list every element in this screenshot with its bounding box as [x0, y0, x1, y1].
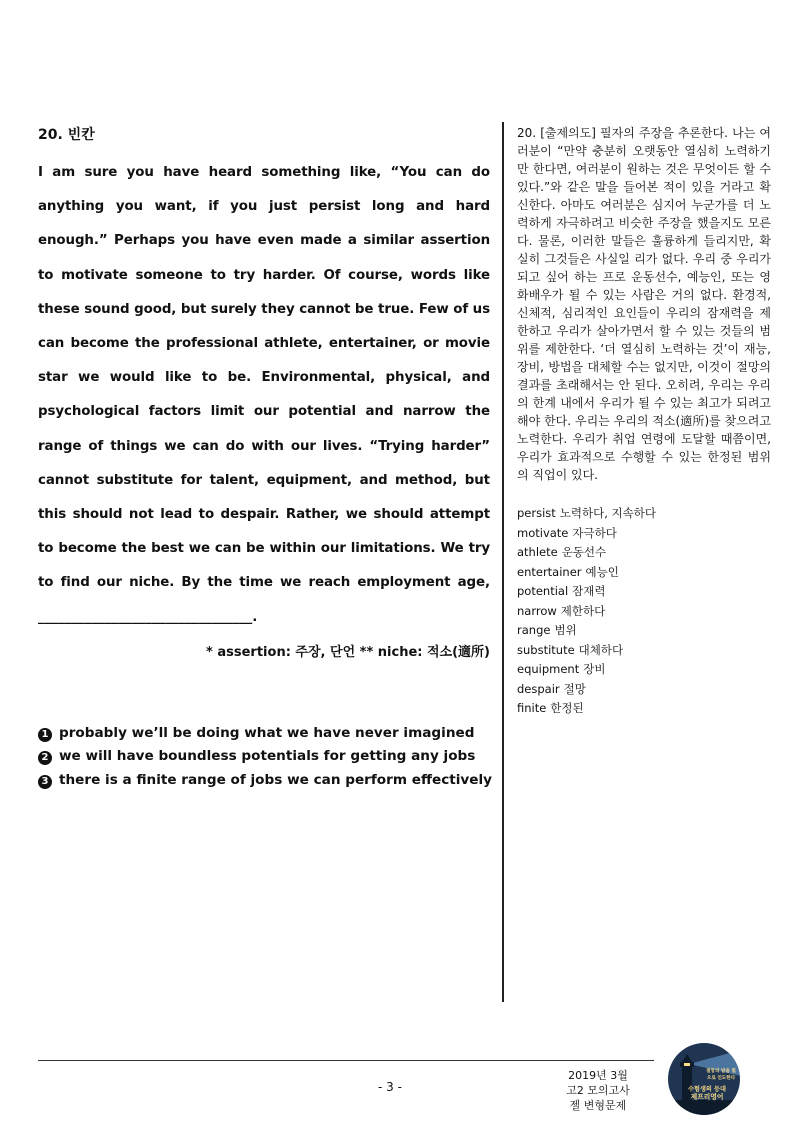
- vocab-item: [517, 582, 771, 602]
- vocab-ko: 노력하다, 지속하다: [559, 506, 656, 520]
- vocab-ko: 대체하다: [578, 642, 624, 657]
- explanation-text: 20. [출제의도] 필자의 주장을 추론한다. 나는 여러분이 “만약 충분히 오랫동안 열심히 노력하기만 한다면, 여러분이 원하는 것은 무엇이든 할 수 있다.”와 같은 말을 들어본 적이 있을 거라고 확신한다. 아마도 여러분은 심지어 누군가를 더 노력하게 자극하려고 비슷한 주장을 했을지도 모른다. 물론, 이러한 말들은 훌륭하게 들리지만, 확실히 그것들은 사실일 리가 없다. 우리 중 우리가 되고 싶어 하는 프로 운동선수, 예능인, 또는 영화배우가 될 수 있는 사람은 거의 없다. 환경적, 신체적, 심리적인 요인들이 우리의 잠재력을 제한하고 우리가 살아가면서 할 수 있는 것들의 범위를 제한한다. ‘더 열심히 노력하는 것’이 재능, 장비, 방법을 대체할 수는 없지만, 이것이 절망의 결과를 초래해서는 안 된다. 오히려, 우리는 우리의 한계 내에서 우리가 될 수 있는 최고가 되려고 해야 한다. 우리는 우리의 적소(適所)를 찾으려고 노력한다. 우리가 취업 연령에 도달할 때쯤이면, 우리가 효과적으로 수행할 수 있는 한정된 범위의 직업이 있다.: [517, 126, 771, 482]
- choice-text: there is a finite range of jobs we can perform effectively: [59, 771, 493, 788]
- choice-number-icon: 2: [38, 751, 52, 765]
- vocab-ko: 절망: [563, 681, 586, 696]
- footnote: * assertion: 주장, 단언 ** niche: 적소(適所): [206, 644, 490, 660]
- choice-item[interactable]: [38, 769, 493, 793]
- vocab-item: [517, 543, 771, 563]
- vocab-en: finite: [517, 701, 547, 715]
- vocab-en: substitute: [517, 642, 575, 657]
- vocab-item: [517, 524, 771, 544]
- vocab-en: athlete: [517, 545, 558, 559]
- vocab-item: [517, 680, 771, 700]
- footer-rule: [38, 1060, 654, 1061]
- choice-item[interactable]: [38, 722, 490, 746]
- explanation-column: [517, 124, 771, 719]
- choice-text: we will have boundless potentials for getting any jobs: [59, 748, 476, 765]
- vocab-ko: 제한하다: [560, 603, 606, 618]
- page-number: - 3 -: [378, 1080, 402, 1094]
- vocab-en: narrow: [517, 603, 557, 618]
- vocab-en: persist: [517, 506, 556, 520]
- vocab-ko: 잠재력: [572, 584, 606, 598]
- vocab-item: [517, 602, 771, 622]
- vocab-en: motivate: [517, 525, 569, 540]
- vocab-item: [517, 621, 771, 641]
- vocab-en: range: [517, 623, 551, 637]
- exam-info: [548, 1068, 648, 1113]
- vocab-en: potential: [517, 584, 569, 598]
- exam-set: 젤 변형문제: [569, 1099, 627, 1112]
- column-divider: [502, 122, 504, 1002]
- passage-text: I am sure you have heard something like, “You can do anything you want, if you just persist long and hard enough.” Perhaps you have even made a similar assertion to motivate someone to try harder. Of course, words like these sound good, but surely they cannot be true. Few of us can become the professional athlete, entertainer, or movie star we would like to be. Environmental, physical, and psychological factors limit our potential and narrow the range of things we can do with our lives. “Trying harder” cannot substitute for talent, equipment, and method, but this should not lead to despair. Rather, we should attempt to become the best we can be within our limitations. We try to find our niche. By the time we reach employment age,: [38, 165, 490, 591]
- vocab-item: [517, 699, 771, 719]
- vocab-item: [517, 563, 771, 583]
- vocab-ko: 한정된: [550, 701, 584, 715]
- question-column: [38, 124, 493, 792]
- lighthouse-logo-icon: [667, 1042, 741, 1116]
- vocab-item: [517, 641, 771, 661]
- exam-date: 2019년 3월: [568, 1069, 628, 1082]
- vocab-list: [517, 504, 771, 719]
- choice-number-icon: 3: [38, 775, 52, 789]
- vocab-ko: 장비: [583, 662, 606, 676]
- choice-item[interactable]: [38, 745, 490, 769]
- logo-text: 절망의 밤을 빛 으로 인도한다 수험생의 등대 제프리영어: [687, 1069, 736, 1101]
- vocab-item: [517, 660, 771, 680]
- question-passage: [38, 156, 490, 635]
- choice-list: [38, 722, 493, 793]
- question-title: 20. 빈칸: [38, 127, 95, 143]
- passage-blank: ________________________________.: [38, 609, 258, 625]
- vocab-item: [517, 504, 771, 524]
- vocab-ko: 범위: [554, 623, 577, 637]
- vocab-en: entertainer: [517, 564, 582, 579]
- choice-number-icon: 1: [38, 728, 52, 742]
- vocab-en: equipment: [517, 662, 580, 676]
- exam-grade: 고2 모의고사: [566, 1084, 630, 1097]
- vocab-ko: 운동선수: [561, 545, 607, 559]
- choice-text: probably we’ll be doing what we have never imagined: [59, 724, 475, 741]
- vocab-ko: 자극하다: [572, 525, 617, 540]
- vocab-ko: 예능인: [585, 564, 619, 579]
- vocab-en: despair: [517, 681, 560, 696]
